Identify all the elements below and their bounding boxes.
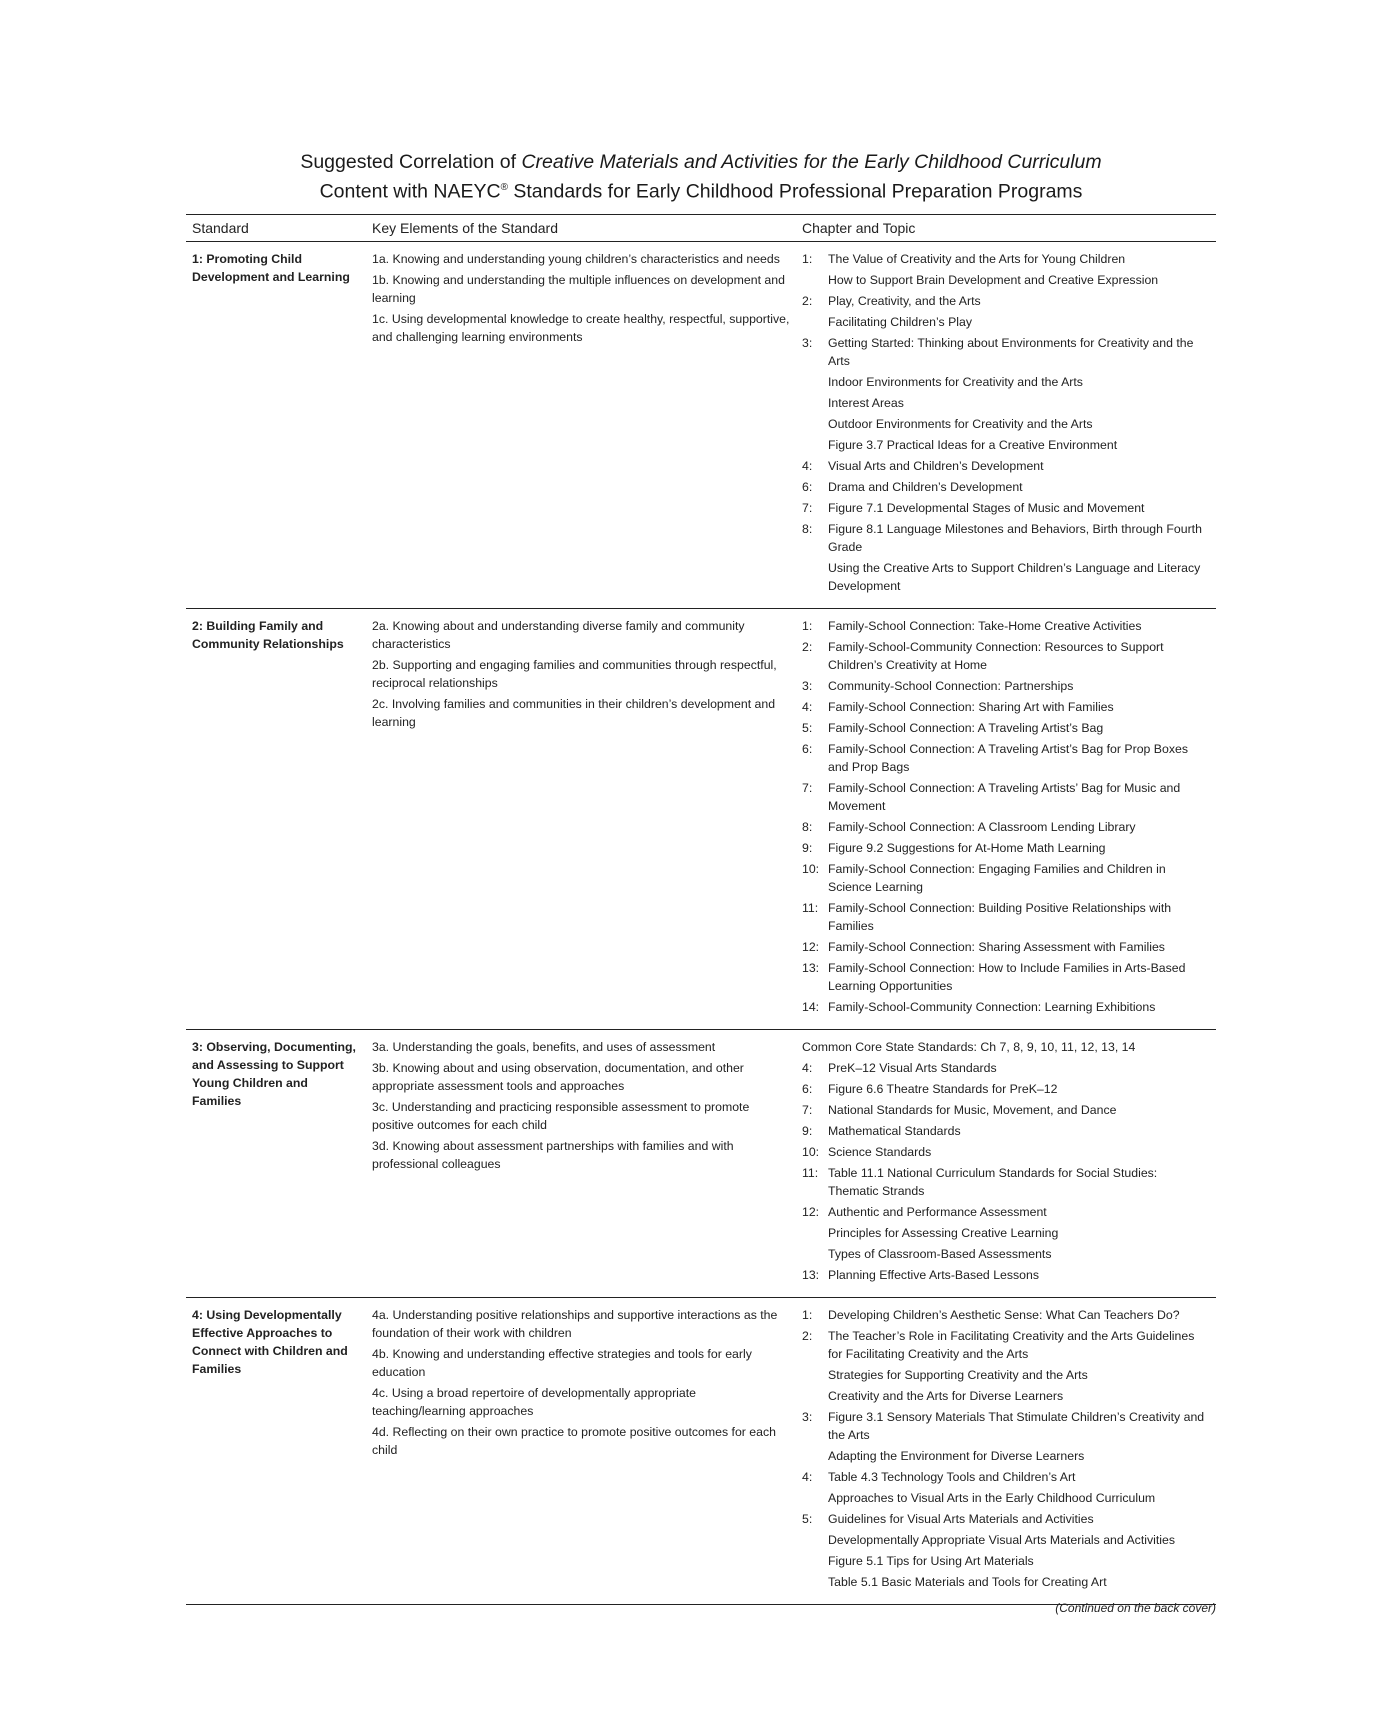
topic-entry [802,292,1210,310]
key-elements-cell [366,1298,796,1605]
topic-entry [802,334,1210,370]
chapter-number: 13: [802,961,820,975]
topic-entry [802,1203,1210,1221]
topic-text: Family-School Connection: Building Positive Relationships with Families [828,901,1172,933]
chapter-number: 3: [802,679,813,693]
topic-entry [802,1447,1210,1465]
topic-entry [802,250,1210,268]
topic-text: Play, Creativity, and the Arts [828,294,981,308]
column-header-chapter-topic: Chapter and Topic [796,215,1216,242]
topic-text: Getting Started: Thinking about Environments for Creativity and the Arts [828,336,1194,368]
topic-text: Planning Effective Arts-Based Lessons [828,1268,1039,1282]
key-element: 1b. Knowing and understanding the multiple influences on development and learning [372,273,785,305]
topic-entry [802,457,1210,475]
topic-entry [802,617,1210,635]
topic-text: Using the Creative Arts to Support Children’s Language and Literacy Development [828,561,1201,593]
topic-entry [802,1143,1210,1161]
topic-text: Family-School Connection: Sharing Assessment with Families [828,940,1165,954]
chapter-number [802,559,828,595]
chapter-topic-cell [796,242,1216,609]
chapter-number: 4: [802,459,813,473]
topic-entry [802,1059,1210,1077]
book-title: Creative Materials and Activities for the Early Childhood Curriculum [521,151,1102,173]
chapter-number: 8: [802,820,813,834]
topic-entry [802,638,1210,674]
standard-cell: 3: Observing, Documenting, and Assessing to Support Young Children and Families [186,1030,366,1298]
chapter-number [802,1552,828,1570]
chapter-number: 9: [802,1124,813,1138]
chapter-number: 2: [802,294,813,308]
topic-entry [802,719,1210,737]
chapter-number: 6: [802,480,813,494]
chapter-number: 2: [802,1329,813,1343]
topic-entry [802,499,1210,517]
topic-entry [802,373,1210,391]
chapter-topic-cell [796,1030,1216,1298]
topic-text: How to Support Brain Development and Creative Expression [828,273,1159,287]
table-row [186,1298,1216,1605]
topic-entry [802,899,1210,935]
topic-entry [802,998,1210,1016]
topic-text: Figure 5.1 Tips for Using Art Materials [828,1554,1034,1568]
topic-entry [802,1080,1210,1098]
standard-cell: 1: Promoting Child Development and Learning [186,242,366,609]
chapter-number: 12: [802,940,820,954]
topic-text: Table 4.3 Technology Tools and Children’s Art [828,1470,1076,1484]
key-elements-cell [366,609,796,1030]
topic-text: Family-School Connection: Engaging Families and Children in Science Learning [828,862,1166,894]
key-element: 3c. Understanding and practicing responsible assessment to promote positive outcomes for each child [372,1100,750,1132]
topic-text: Family-School Connection: A Traveling Artist’s Bag [828,721,1104,735]
table-row [186,609,1216,1030]
page-title [186,150,1216,205]
chapter-topic-cell [796,1298,1216,1605]
key-element: 2a. Knowing about and understanding diverse family and community characteristics [372,619,745,651]
topic-entry [802,436,1210,454]
topic-entry [802,698,1210,716]
chapter-number: 10: [802,862,820,876]
chapter-number: 1: [802,1308,813,1322]
key-element: 1c. Using developmental knowledge to create healthy, respectful, supportive, and challenging learning environments [372,312,790,344]
topic-text: Family-School Connection: Take-Home Creative Activities [828,619,1142,633]
topic-text: Authentic and Performance Assessment [828,1205,1047,1219]
topic-entry [802,860,1210,896]
topic-entry [802,271,1210,289]
topic-text: National Standards for Music, Movement, and Dance [828,1103,1117,1117]
key-element: 3d. Knowing about assessment partnerships with families and with professional colleagues [372,1139,734,1171]
topics-intro: Common Core State Standards: Ch 7, 8, 9, 10, 11, 12, 13, 14 [802,1040,1136,1054]
chapter-number: 4: [802,1470,813,1484]
chapter-number [802,373,828,391]
topic-entry [802,1510,1210,1528]
chapter-number [802,415,828,433]
table-row [186,1030,1216,1298]
chapter-topic-cell [796,609,1216,1030]
topic-text: Strategies for Supporting Creativity and the Arts [828,1368,1088,1382]
continued-note: (Continued on the back cover) [1055,1601,1216,1615]
topic-entry [802,1327,1210,1363]
chapter-number: 7: [802,501,813,515]
topic-entry [802,520,1210,556]
chapter-number [802,271,828,289]
chapter-number [802,436,828,454]
topic-text: Figure 8.1 Language Milestones and Behaviors, Birth through Fourth Grade [828,522,1202,554]
key-element: 2b. Supporting and engaging families and communities through respectful, reciprocal relationships [372,658,777,690]
key-element: 3a. Understanding the goals, benefits, and uses of assessment [372,1040,716,1054]
title-line-2 [186,175,1216,205]
chapter-number: 1: [802,619,813,633]
chapter-number: 11: [802,1166,819,1180]
chapter-number: 5: [802,721,813,735]
topic-entry [802,839,1210,857]
topic-text: The Teacher’s Role in Facilitating Creativity and the Arts Guidelines for Facilitating Creativity and the Arts [828,1329,1195,1361]
chapter-number: 1: [802,252,813,266]
topic-entry [802,478,1210,496]
topic-text: Community-School Connection: Partnerships [828,679,1074,693]
chapter-number [802,313,828,331]
title-line-1 [186,150,1216,175]
topic-text: Family-School Connection: Sharing Art with Families [828,700,1114,714]
topic-text: Visual Arts and Children’s Development [828,459,1044,473]
chapter-number [802,1366,828,1384]
topic-text: Family-School-Community Connection: Learning Exhibitions [828,1000,1156,1014]
topic-entry [802,818,1210,836]
registered-mark: ® [500,182,508,193]
table-header-row [186,215,1216,242]
title-prefix: Suggested Correlation of [300,151,522,173]
key-elements-cell [366,242,796,609]
chapter-number: 3: [802,1410,813,1424]
topic-text: Table 11.1 National Curriculum Standards for Social Studies: Thematic Strands [828,1166,1158,1198]
title-part-b: Standards for Early Childhood Professional Preparation Programs [507,180,1083,203]
topic-text: Adapting the Environment for Diverse Learners [828,1449,1085,1463]
topic-entry [802,779,1210,815]
topic-text: Family-School Connection: How to Include Families in Arts-Based Learning Opportunities [828,961,1186,993]
topic-entry [802,1408,1210,1444]
topic-text: Family-School Connection: A Classroom Lending Library [828,820,1136,834]
topic-text: Figure 6.6 Theatre Standards for PreK–12 [828,1082,1058,1096]
correlation-table [186,214,1216,1605]
topic-text: Facilitating Children’s Play [828,315,972,329]
topic-text: Creativity and the Arts for Diverse Learners [828,1389,1064,1403]
topic-entry [802,677,1210,695]
topic-text: Interest Areas [828,396,904,410]
topic-entry [802,415,1210,433]
key-element: 4a. Understanding positive relationships and supportive interactions as the foundation of their work with children [372,1308,778,1340]
topic-text: Family-School Connection: A Traveling Artists’ Bag for Music and Movement [828,781,1181,813]
chapter-number [802,1489,828,1507]
chapter-number: 9: [802,841,813,855]
topic-entry [802,938,1210,956]
topic-text: Drama and Children’s Development [828,480,1023,494]
table-row [186,242,1216,609]
topic-text: Developing Children’s Aesthetic Sense: What Can Teachers Do? [828,1308,1180,1322]
chapter-number: 2: [802,640,813,654]
topic-text: Family-School Connection: A Traveling Artist’s Bag for Prop Boxes and Prop Bags [828,742,1188,774]
chapter-number [802,1387,828,1405]
topic-text: Mathematical Standards [828,1124,961,1138]
topic-text: PreK–12 Visual Arts Standards [828,1061,997,1075]
topic-entry [802,1306,1210,1324]
key-element: 1a. Knowing and understanding young children’s characteristics and needs [372,252,780,266]
key-element: 4b. Knowing and understanding effective strategies and tools for early education [372,1347,752,1379]
chapter-number: 13: [802,1268,820,1282]
chapter-number: 3: [802,336,813,350]
topic-entry [802,1245,1210,1263]
chapter-number: 12: [802,1205,820,1219]
standard-cell: 4: Using Developmentally Effective Approaches to Connect with Children and Families [186,1298,366,1605]
chapter-number [802,1447,828,1465]
topic-entry [802,1531,1210,1549]
topic-entry [802,394,1210,412]
chapter-number: 4: [802,700,813,714]
topic-entry [802,1164,1210,1200]
topic-entry [802,1101,1210,1119]
column-header-standard: Standard [186,215,366,242]
chapter-number: 10: [802,1145,820,1159]
topic-entry [802,1224,1210,1242]
topic-entry [802,1468,1210,1486]
topic-entry [802,1489,1210,1507]
topic-text: Outdoor Environments for Creativity and the Arts [828,417,1093,431]
key-element: 4c. Using a broad repertoire of developmentally appropriate teaching/learning approaches [372,1386,697,1418]
topic-text: Guidelines for Visual Arts Materials and Activities [828,1512,1094,1526]
topic-text: Science Standards [828,1145,932,1159]
key-element: 2c. Involving families and communities in their children’s development and learning [372,697,776,729]
topic-entry [802,740,1210,776]
chapter-number: 7: [802,781,813,795]
topic-entry [802,313,1210,331]
chapter-number: 5: [802,1512,813,1526]
topic-text: Principles for Assessing Creative Learning [828,1226,1059,1240]
topic-entry [802,1573,1210,1591]
chapter-number: 8: [802,522,813,536]
topic-text: The Value of Creativity and the Arts for Young Children [828,252,1126,266]
topic-text: Figure 3.1 Sensory Materials That Stimulate Children’s Creativity and the Arts [828,1410,1205,1442]
chapter-number [802,1224,828,1242]
chapter-number: 4: [802,1061,813,1075]
topic-text: Types of Classroom-Based Assessments [828,1247,1052,1261]
topic-entry [802,1266,1210,1284]
topic-text: Indoor Environments for Creativity and the Arts [828,375,1083,389]
chapter-number [802,1531,828,1549]
chapter-number: 14: [802,1000,820,1014]
standard-cell: 2: Building Family and Community Relationships [186,609,366,1030]
topic-text: Figure 7.1 Developmental Stages of Music and Movement [828,501,1145,515]
topic-text: Developmentally Appropriate Visual Arts Materials and Activities [828,1533,1175,1547]
topic-text: Family-School-Community Connection: Resources to Support Children’s Creativity at Home [828,640,1164,672]
topic-entry [802,559,1210,595]
chapter-number: 11: [802,901,819,915]
topic-entry [802,1122,1210,1140]
topic-text: Approaches to Visual Arts in the Early Childhood Curriculum [828,1491,1156,1505]
chapter-number [802,394,828,412]
column-header-key-elements: Key Elements of the Standard [366,215,796,242]
chapter-number: 7: [802,1103,813,1117]
topic-entry [802,959,1210,995]
topic-text: Figure 9.2 Suggestions for At-Home Math Learning [828,841,1106,855]
topic-text: Figure 3.7 Practical Ideas for a Creative Environment [828,438,1118,452]
key-elements-cell [366,1030,796,1298]
topic-entry [802,1552,1210,1570]
topic-text: Table 5.1 Basic Materials and Tools for Creating Art [828,1575,1107,1589]
topic-entry [802,1387,1210,1405]
chapter-number [802,1573,828,1591]
chapter-number [802,1245,828,1263]
chapter-number: 6: [802,742,813,756]
key-element: 4d. Reflecting on their own practice to promote positive outcomes for each child [372,1425,776,1457]
topic-entry [802,1366,1210,1384]
title-part-a: Content with NAEYC [319,180,501,203]
table-body [186,242,1216,1605]
chapter-number: 6: [802,1082,813,1096]
key-element: 3b. Knowing about and using observation, documentation, and other appropriate assessment tools and approaches [372,1061,744,1093]
